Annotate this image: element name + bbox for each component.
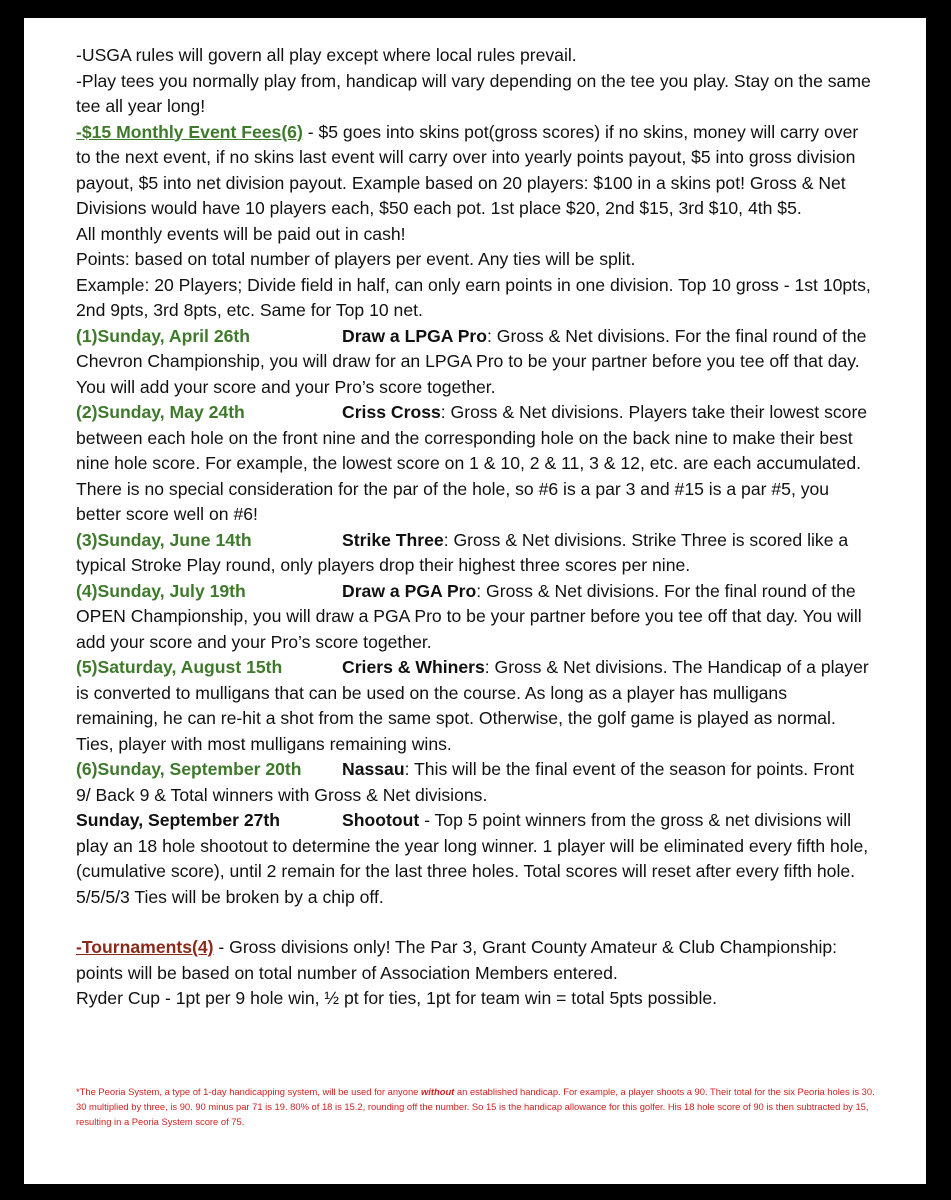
footnote-emph: without	[420, 1086, 455, 1097]
footnote	[76, 1084, 876, 1129]
event-5	[76, 655, 872, 757]
event-3	[76, 528, 872, 579]
event-desc: : Gross & Net divisions. The Handicap of a player is converted to mulligans that can be used on the course. As long as a player has mulligans remaining, he can re-hit a shot from the same spot. Otherwise, the golf game is played as normal. Ties, player with most mulligans remaining wins.	[76, 657, 869, 754]
event-name: Nassau	[342, 759, 405, 779]
event-date: (1)Sunday, April 26th	[76, 325, 251, 346]
event-desc: - Top 5 point winners from the gross & net divisions will play an 18 hole shootout to determine the year long winner. 1 player will be eliminated every fifth hole, (cumulative score), until 2 remain for the last three holes. Total scores will reset after every fifth hole. 5/5/5/3 Ties will be broken by a chip off.	[76, 810, 869, 907]
event-date: Sunday, September 27th	[76, 810, 281, 830]
fees-points: Points: based on total number of players per event. Any ties will be split.	[76, 249, 636, 269]
footnote-after: an established handicap. For example, a player shoots a 90. Their total for the six Peoria holes is 30. 30 multiplied by three, is 90. 90 minus par 71 is 19. 80% of 18 is 15.2, rounding off the number. So 15 is the handicap allowance for this golfer. His 18 hole score of 90 is then subtracted by 15, resulting in a Peoria System score of 75.	[76, 1086, 875, 1127]
event-desc: : Gross & Net divisions. Strike Three is scored like a typical Stroke Play round, only players drop their highest three scores per nine.	[76, 529, 849, 575]
event-4	[76, 579, 872, 656]
fees-text: - $5 goes into skins pot(gross scores) if no skins, money will carry over to the next event, if no skins last event will carry over into yearly points payout, $5 into gross division payout, $5 into net division payout. Example based on 20 players: $100 in a skins pot! Gross & Net Divisions would have 10 players each, $50 each pot. 1st place $20, 2nd $15, 3rd $10, 4th $5.	[76, 121, 859, 218]
fees-heading: -$15 Monthly Event Fees(6)	[76, 121, 303, 142]
event-6	[76, 757, 872, 808]
tournaments-heading: -Tournaments(4)	[76, 937, 214, 957]
ryder-cup: Ryder Cup - 1pt per 9 hole win, ½ pt for ties, 1pt for team win = total 5pts possible.	[76, 988, 718, 1008]
fees-example: Example: 20 Players; Divide field in half, can only earn points in one division. Top 10 gross - 1st 10pts, 2nd 9pts, 3rd 8pts, etc. Same for Top 10 net.	[76, 274, 871, 320]
event-7	[76, 808, 872, 910]
event-date: (3)Sunday, June 14th	[76, 529, 252, 550]
spacer	[76, 910, 872, 935]
event-name: Draw a LPGA Pro	[342, 325, 488, 346]
event-desc: : Gross & Net divisions. For the final round of the OPEN Championship, you will draw a PGA Pro to be your partner before you tee off that day. You will add your score and your Pro’s score together.	[76, 580, 862, 652]
event-date: (5)Saturday, August 15th	[76, 657, 283, 677]
event-name: Criers & Whiners	[342, 657, 485, 677]
footnote-before: *The Peoria System, a type of 1-day handicapping system, will be used for anyone	[76, 1086, 421, 1097]
fees-cash: All monthly events will be paid out in cash!	[76, 223, 406, 244]
event-name: Strike Three	[342, 529, 444, 550]
event-2	[76, 400, 872, 528]
event-desc: : Gross & Net divisions. For the final round of the Chevron Championship, you will draw for an LPGA Pro to be your partner before you tee off that day. You will add your score and your Pro’s score together.	[76, 325, 867, 397]
document-page	[24, 18, 926, 1184]
rule-usga: -USGA rules will govern all play except where local rules prevail.	[76, 45, 577, 65]
event-name: Criss Cross	[342, 402, 441, 422]
tournaments-text: - Gross divisions only! The Par 3, Grant County Amateur & Club Championship: points will be based on total number of Association Members entered.	[76, 937, 838, 983]
event-desc: : This will be the final event of the season for points. Front 9/ Back 9 & Total winners with Gross & Net divisions.	[76, 759, 855, 805]
fees-paragraph	[76, 120, 872, 222]
event-desc: : Gross & Net divisions. Players take their lowest score between each hole on the front nine and the corresponding hole on the back nine to make their best nine hole score. For example, the lowest score on 1 & 10, 2 & 11, 3 & 12, etc. are each accumulated. There is no special consideration for the par of the hole, so #6 is a par 3 and #15 is a par #5, you better score well on #6!	[76, 402, 868, 524]
event-name: Shootout	[342, 810, 420, 830]
event-date: (6)Sunday, September 20th	[76, 759, 302, 779]
rule-tees: -Play tees you normally play from, handicap will vary depending on the tee you play. Stay on the same tee all year long!	[76, 70, 871, 116]
event-1	[76, 324, 872, 401]
event-name: Draw a PGA Pro	[342, 580, 477, 601]
tournaments-paragraph	[76, 935, 872, 986]
event-date: (2)Sunday, May 24th	[76, 402, 245, 422]
event-date: (4)Sunday, July 19th	[76, 580, 246, 601]
